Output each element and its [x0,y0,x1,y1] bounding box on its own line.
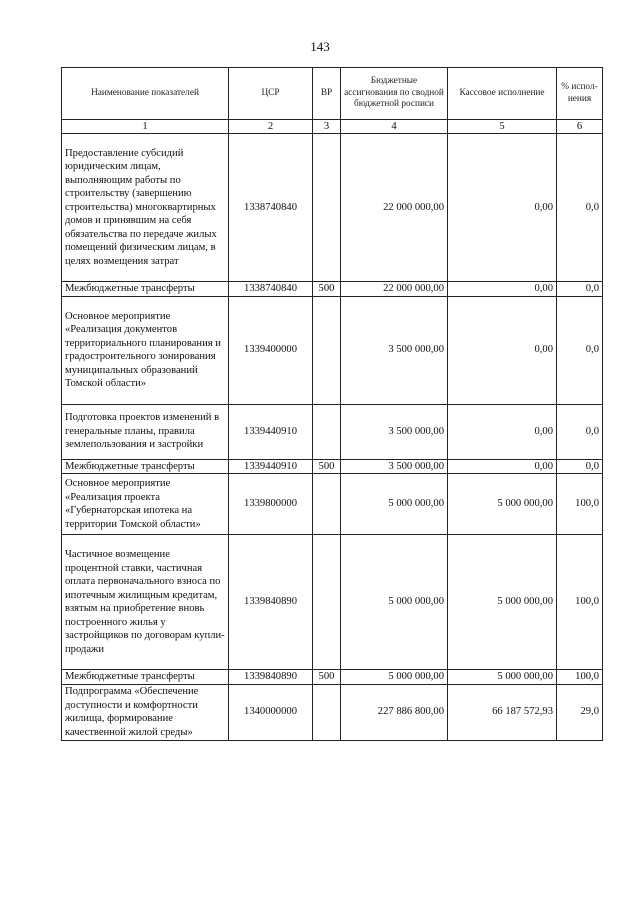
column-number: 3 [313,120,341,134]
table-row [62,684,603,740]
table-row [62,282,603,297]
vr-code [313,134,341,282]
execution-percent: 0,0 [557,134,603,282]
header-csr: ЦСР [229,68,313,120]
column-number: 6 [557,120,603,134]
table-row [62,404,603,459]
vr-code: 500 [313,282,341,297]
cash-execution: 0,00 [448,134,557,282]
column-number: 4 [341,120,448,134]
execution-percent: 0,0 [557,404,603,459]
vr-code: 500 [313,670,341,685]
vr-code [313,684,341,740]
budget-allocations: 3 500 000,00 [341,296,448,404]
vr-code [313,404,341,459]
budget-allocations: 3 500 000,00 [341,404,448,459]
execution-percent: 100,0 [557,670,603,685]
table-row [62,296,603,404]
csr-code: 1339440910 [229,404,313,459]
execution-percent: 100,0 [557,535,603,670]
column-number: 1 [62,120,229,134]
cash-execution: 0,00 [448,282,557,297]
budget-allocations: 22 000 000,00 [341,282,448,297]
csr-code: 1339400000 [229,296,313,404]
table-row [62,535,603,670]
indicator-name: Межбюджетные трансферты [62,459,229,474]
budget-allocations: 3 500 000,00 [341,459,448,474]
page-number: 143 [310,39,330,54]
table-header-row [62,68,603,120]
header-vr: ВР [313,68,341,120]
indicator-name: Межбюджетные трансферты [62,670,229,685]
execution-percent: 29,0 [557,684,603,740]
budget-allocations: 5 000 000,00 [341,670,448,685]
budget-allocations: 227 886 800,00 [341,684,448,740]
cash-execution: 0,00 [448,459,557,474]
csr-code: 1338740840 [229,134,313,282]
indicator-name: Межбюджетные трансферты [62,282,229,297]
budget-allocations: 5 000 000,00 [341,535,448,670]
vr-code: 500 [313,459,341,474]
table-row [62,134,603,282]
cash-execution: 5 000 000,00 [448,670,557,685]
csr-code: 1339440910 [229,459,313,474]
execution-percent: 0,0 [557,296,603,404]
header-indicator-name: Наименование показателей [62,68,229,120]
table-row [62,670,603,685]
indicator-name: Основное мероприятие «Реализация документов территориального планирования и градостроительного зонирования муниципальных образований Томской области» [62,296,229,404]
column-number: 5 [448,120,557,134]
cash-execution: 0,00 [448,404,557,459]
csr-code: 1339840890 [229,670,313,685]
csr-code: 1339840890 [229,535,313,670]
table-row [62,474,603,535]
column-number: 2 [229,120,313,134]
budget-allocations: 22 000 000,00 [341,134,448,282]
header-cash-execution: Кассовое исполнение [448,68,557,120]
csr-code: 1339800000 [229,474,313,535]
budget-allocations: 5 000 000,00 [341,474,448,535]
column-numbers-row [62,120,603,134]
vr-code [313,474,341,535]
execution-percent: 0,0 [557,282,603,297]
execution-percent: 100,0 [557,474,603,535]
cash-execution: 66 187 572,93 [448,684,557,740]
indicator-name: Основное мероприятие «Реализация проекта «Губернаторская ипотека на территории Томской области» [62,474,229,535]
csr-code: 1340000000 [229,684,313,740]
indicator-name: Подпрограмма «Обеспечение доступности и комфортности жилища, формирование качественной жилой среды» [62,684,229,740]
indicator-name: Подготовка проектов изменений в генеральные планы, правила землепользования и застройки [62,404,229,459]
cash-execution: 5 000 000,00 [448,535,557,670]
vr-code [313,535,341,670]
indicator-name: Предоставление субсидий юридическим лицам, выполняющим работы по строительству (завершению строительства) многоквартирных домов и принявшим на себя обязательства по передаче жилых помещений физическим лицам, в целях возмещения затрат [62,134,229,282]
vr-code [313,296,341,404]
header-execution-percent: % испол- нения [557,68,603,120]
cash-execution: 0,00 [448,296,557,404]
csr-code: 1338740840 [229,282,313,297]
header-budget-allocations: Бюджетные ассигнования по сводной бюджетной росписи [341,68,448,120]
cash-execution: 5 000 000,00 [448,474,557,535]
execution-percent: 0,0 [557,459,603,474]
indicator-name: Частичное возмещение процентной ставки, частичная оплата первоначального взноса по ипотечным жилищным кредитам, взятым на приобретение вновь построенного жилья у застройщиков по договорам купли-продажи [62,535,229,670]
budget-execution-table [61,67,603,741]
table-row [62,459,603,474]
